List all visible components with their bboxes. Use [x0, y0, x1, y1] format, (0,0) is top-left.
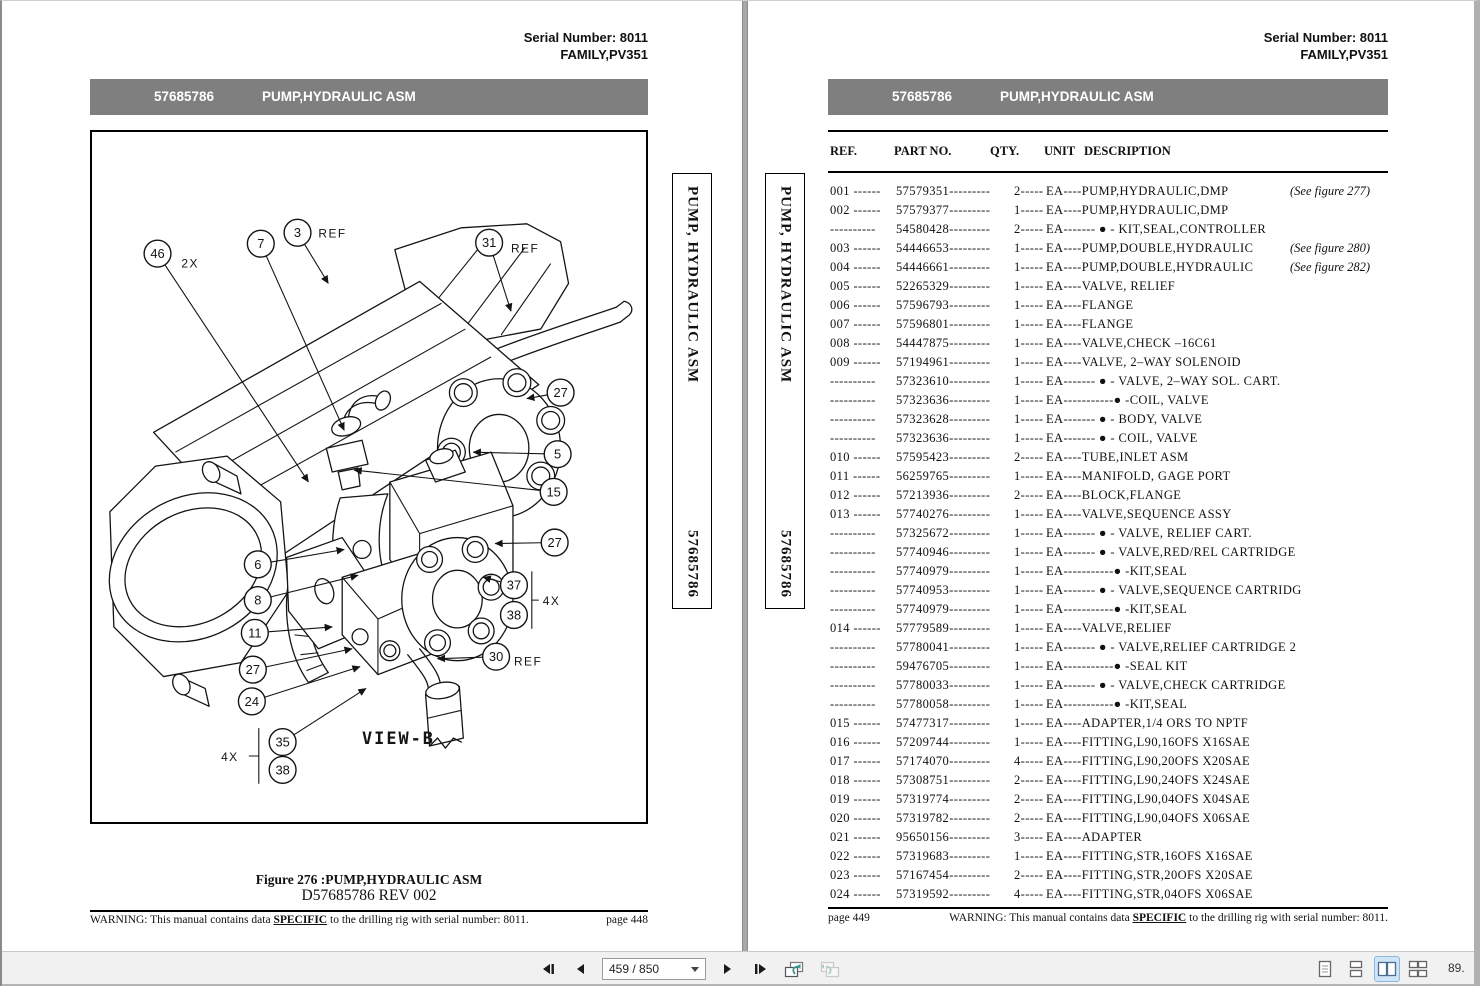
table-row [828, 221, 1388, 240]
document-pages [2, 1, 1474, 951]
cell-unit-description: EA----FLANGE [1046, 317, 1134, 331]
cell-part-no: 57174070--------- [896, 754, 991, 768]
table-row [828, 316, 1388, 335]
cell-ref: 002 ------ [830, 203, 881, 217]
single-page-layout-button[interactable] [1313, 957, 1337, 981]
cell-part-no: 57780058--------- [896, 697, 991, 711]
cell-ref: 001 ------ [830, 184, 881, 198]
bracket-label-left: 4X [221, 749, 239, 764]
cell-see-figure-note: (See figure 282) [1290, 260, 1371, 274]
cell-unit-description: EA------- ● - VALVE, 2–WAY SOL. CART. [1046, 374, 1281, 388]
cell-see-figure-note: (See figure 280) [1290, 241, 1371, 255]
column-header-part-no: PART NO. [894, 144, 952, 158]
cell-ref: ---------- [830, 640, 876, 654]
page-layout-group [1313, 957, 1430, 981]
view-label: VIEW-B [362, 728, 435, 749]
cell-unit-description: EA----FITTING,L90,16OFS X16SAE [1046, 735, 1250, 749]
next-page-button[interactable] [718, 958, 738, 980]
cell-ref: ---------- [830, 564, 876, 578]
table-row [828, 601, 1388, 620]
table-row [828, 772, 1388, 791]
cell-ref: 015 ------ [830, 716, 881, 730]
section-title: PUMP,HYDRAULIC ASM [262, 89, 416, 104]
cell-part-no: 57194961--------- [896, 355, 991, 369]
cell-qty: 1----- [1014, 279, 1044, 293]
cell-part-no: 56259765--------- [896, 469, 991, 483]
table-row [828, 582, 1388, 601]
cell-qty: 1----- [1014, 431, 1044, 445]
section-title-bar [90, 79, 648, 115]
column-header-ref: REF. [830, 144, 857, 158]
table-row [828, 259, 1388, 278]
cell-ref: 008 ------ [830, 336, 881, 350]
cell-part-no: 57595423--------- [896, 450, 991, 464]
table-row [828, 411, 1388, 430]
table-row [828, 354, 1388, 373]
cell-qty: 2----- [1014, 184, 1044, 198]
footer-page-number: page 449 [828, 912, 870, 924]
cell-part-no: 54580428--------- [896, 222, 991, 236]
cell-unit-description: EA----ADAPTER [1046, 830, 1143, 844]
viewer-toolbar [2, 951, 1474, 986]
cell-ref: 011 ------ [830, 469, 881, 483]
cell-part-no: 57740979--------- [896, 564, 991, 578]
cell-part-no: 57579351--------- [896, 184, 991, 198]
cell-qty: 1----- [1014, 393, 1044, 407]
first-page-button[interactable] [538, 958, 558, 980]
table-row [828, 563, 1388, 582]
cell-unit-description: EA----MANIFOLD, GAGE PORT [1046, 469, 1231, 483]
cell-qty: 1----- [1014, 336, 1044, 350]
cell-qty: 2----- [1014, 792, 1044, 806]
cell-unit-description: EA------- ● - VALVE,RED/REL CARTRIDGE [1046, 545, 1296, 559]
cell-part-no: 57319683--------- [896, 849, 991, 863]
previous-page-button[interactable] [570, 958, 590, 980]
figure-caption: Figure 276 :PUMP,HYDRAULIC ASM [255, 872, 483, 887]
cell-qty: 1----- [1014, 678, 1044, 692]
cell-unit-description: EA----FITTING,STR,04OFS X06SAE [1046, 887, 1253, 901]
cell-qty: 1----- [1014, 735, 1044, 749]
page-footer [90, 914, 648, 926]
callout-number: 24 [244, 693, 260, 709]
cell-unit-description: EA----FITTING,L90,04OFS X06SAE [1046, 811, 1250, 825]
cell-ref: ---------- [830, 678, 876, 692]
cell-unit-description: EA----VALVE, RELIEF [1046, 279, 1176, 293]
cell-qty: 1----- [1014, 203, 1044, 217]
section-title: PUMP,HYDRAULIC ASM [1000, 89, 1154, 104]
flange-cluster-lower [402, 537, 513, 661]
callout-suffix-label: 2X [181, 256, 199, 271]
cell-part-no: 57740979--------- [896, 602, 991, 616]
callout-number: 27 [245, 662, 261, 678]
cell-ref: 019 ------ [830, 792, 881, 806]
cell-ref: ---------- [830, 602, 876, 616]
section-title-bar [828, 79, 1388, 115]
serial-number-line: Serial Number: 8011 [1263, 30, 1388, 45]
footer-rule [90, 910, 648, 912]
cell-qty: 1----- [1014, 849, 1044, 863]
cell-unit-description: EA----VALVE,RELIEF [1046, 621, 1172, 635]
cell-ref: ---------- [830, 659, 876, 673]
cell-qty: 1----- [1014, 374, 1044, 388]
table-row [828, 658, 1388, 677]
continuous-layout-button[interactable] [1344, 957, 1368, 981]
cell-ref: 020 ------ [830, 811, 881, 825]
cell-part-no: 57209744--------- [896, 735, 991, 749]
cell-part-no: 57325672--------- [896, 526, 991, 540]
callout-leader-line [304, 244, 328, 283]
serial-number-line: Serial Number: 8011 [523, 30, 648, 45]
cell-part-no: 57596801--------- [896, 317, 991, 331]
cell-part-no: 57740946--------- [896, 545, 991, 559]
column-header-qty: QTY. [990, 144, 1020, 158]
footer-page-number: page 448 [606, 914, 648, 926]
cell-unit-description: EA----PUMP,DOUBLE,HYDRAULIC [1046, 241, 1254, 255]
table-row [828, 677, 1388, 696]
cell-part-no: 59476705--------- [896, 659, 991, 673]
chevron-down-icon [691, 967, 699, 972]
cell-part-no: 54446661--------- [896, 260, 991, 274]
cell-ref: ---------- [830, 545, 876, 559]
cell-unit-description: EA----PUMP,HYDRAULIC,DMP [1046, 203, 1229, 217]
callout-leader-line [495, 543, 541, 544]
table-row [828, 373, 1388, 392]
cell-qty: 1----- [1014, 469, 1044, 483]
table-row [828, 753, 1388, 772]
cell-ref: 007 ------ [830, 317, 881, 331]
callout-number: 15 [546, 484, 561, 500]
page-right [748, 1, 1474, 951]
table-row [828, 183, 1388, 202]
callout-number: 46 [150, 246, 165, 262]
cell-part-no: 57780041--------- [896, 640, 991, 654]
table-row [828, 715, 1388, 734]
cell-unit-description: EA------- ● - VALVE,RELIEF CARTRIDGE 2 [1046, 640, 1297, 654]
table-row [828, 525, 1388, 544]
cell-part-no: 57596793--------- [896, 298, 991, 312]
callout-number: 35 [275, 734, 290, 750]
figure-drawing-number: D57685786 REV 002 [301, 887, 437, 904]
cell-qty: 1----- [1014, 260, 1044, 274]
callout-number: 38 [506, 607, 522, 623]
callout-suffix-label: REF [510, 241, 540, 256]
table-row [828, 829, 1388, 848]
cell-part-no: 57323636--------- [896, 431, 991, 445]
cell-unit-description: EA-----------● -KIT,SEAL [1046, 602, 1188, 616]
side-tab-part-number: 57685786 [684, 530, 701, 598]
cell-qty: 1----- [1014, 317, 1044, 331]
table-row [828, 734, 1388, 753]
column-header-unit: UNIT [1044, 144, 1076, 158]
cell-ref: 021 ------ [830, 830, 881, 844]
cell-qty: 4----- [1014, 754, 1044, 768]
cell-unit-description: EA----FITTING,L90,20OFS X20SAE [1046, 754, 1250, 768]
cell-ref: 005 ------ [830, 279, 881, 293]
cell-ref: ---------- [830, 583, 876, 597]
cell-qty: 1----- [1014, 241, 1044, 255]
cell-part-no: 57308751--------- [896, 773, 991, 787]
cell-qty: 1----- [1014, 412, 1044, 426]
serial-header [90, 29, 648, 63]
cell-ref: ---------- [830, 374, 876, 388]
cell-part-no: 57319774--------- [896, 792, 991, 806]
cell-qty: 1----- [1014, 355, 1044, 369]
cell-qty: 1----- [1014, 716, 1044, 730]
cell-unit-description: EA----VALVE,SEQUENCE ASSY [1046, 507, 1232, 521]
cell-qty: 1----- [1014, 545, 1044, 559]
cell-ref: 003 ------ [830, 241, 881, 255]
cell-unit-description: EA----FLANGE [1046, 298, 1134, 312]
cell-unit-description: EA----TUBE,INLET ASM [1046, 450, 1189, 464]
cell-qty: 1----- [1014, 583, 1044, 597]
table-row [828, 449, 1388, 468]
table-row [828, 867, 1388, 886]
cell-part-no: 57319782--------- [896, 811, 991, 825]
cell-qty: 1----- [1014, 621, 1044, 635]
two-page-layout-button[interactable] [1375, 957, 1399, 981]
column-header-description: DESCRIPTION [1084, 144, 1171, 158]
cell-part-no: 54447875--------- [896, 336, 991, 350]
cell-ref: 004 ------ [830, 260, 881, 274]
cell-unit-description: EA----BLOCK,FLANGE [1046, 488, 1182, 502]
cell-qty: 1----- [1014, 640, 1044, 654]
callout-number: 38 [275, 762, 290, 778]
cell-unit-description: EA----FITTING,L90,24OFS X24SAE [1046, 773, 1250, 787]
cell-part-no: 57579377--------- [896, 203, 991, 217]
cell-ref: 018 ------ [830, 773, 881, 787]
table-row [828, 620, 1388, 639]
callout-number: 5 [554, 446, 562, 462]
cell-qty: 4----- [1014, 887, 1044, 901]
cell-part-no: 57167454--------- [896, 868, 991, 882]
table-row [828, 430, 1388, 449]
cell-qty: 2----- [1014, 773, 1044, 787]
footer-rule [828, 907, 1388, 909]
cell-unit-description: EA------- ● - VALVE,CHECK CARTRIDGE [1046, 678, 1286, 692]
cell-ref: ---------- [830, 222, 876, 236]
family-line: FAMILY,PV351 [560, 47, 648, 62]
front-flange [92, 456, 304, 706]
cell-part-no: 52265329--------- [896, 279, 991, 293]
page-left [2, 1, 742, 951]
table-top-rule [828, 130, 1388, 132]
cell-unit-description: EA-----------● -KIT,SEAL [1046, 697, 1188, 711]
cell-ref: 012 ------ [830, 488, 881, 502]
serial-header [828, 29, 1388, 63]
callout-number: 30 [488, 649, 504, 665]
table-header-rule [828, 171, 1388, 173]
page-number-combobox[interactable] [602, 958, 706, 980]
cell-part-no: 57323610--------- [896, 374, 991, 388]
cell-ref: ---------- [830, 431, 876, 445]
cell-ref: 006 ------ [830, 298, 881, 312]
cell-qty: 1----- [1014, 659, 1044, 673]
cell-qty: 2----- [1014, 488, 1044, 502]
table-row [828, 848, 1388, 867]
footer-warning-emphasis: SPECIFIC [1132, 912, 1187, 924]
footer-warning-emphasis: SPECIFIC [273, 914, 328, 926]
page-indicator: 459 / 850 [609, 962, 660, 976]
cell-qty: 1----- [1014, 507, 1044, 521]
table-row [828, 335, 1388, 354]
cell-part-no: 57323628--------- [896, 412, 991, 426]
callout-number: 6 [254, 556, 262, 572]
table-row [828, 240, 1388, 259]
cell-part-no: 57740276--------- [896, 507, 991, 521]
callout-number: 37 [506, 577, 522, 593]
callout-number: 31 [481, 235, 497, 251]
table-row [828, 639, 1388, 658]
cell-part-no: 57213936--------- [896, 488, 991, 502]
two-page-continuous-layout-button[interactable] [1406, 957, 1430, 981]
footer-warning: WARNING: This manual contains data SPECIFIC to the drilling rig with serial number: 8011. [949, 912, 1388, 924]
cell-qty: 3----- [1014, 830, 1044, 844]
callout-suffix-label: REF [513, 654, 543, 669]
cell-qty: 2----- [1014, 868, 1044, 882]
cell-unit-description: EA----VALVE, 2–WAY SOLENOID [1046, 355, 1241, 369]
cell-part-no: 57740953--------- [896, 583, 991, 597]
next-view-button[interactable] [818, 958, 842, 980]
cell-unit-description: EA------- ● - BODY, VALVE [1046, 412, 1203, 426]
footer-warning: WARNING: This manual contains data SPECIFIC to the drilling rig with serial number: 8011. [90, 914, 529, 926]
cell-unit-description: EA------- ● - KIT,SEAL,CONTROLLER [1046, 222, 1267, 236]
page-footer [828, 912, 1388, 924]
table-row [828, 468, 1388, 487]
cell-qty: 2----- [1014, 811, 1044, 825]
table-row [828, 278, 1388, 297]
parts-table-header [828, 144, 1388, 162]
pump-technical-drawing [92, 132, 646, 822]
cell-ref: 017 ------ [830, 754, 881, 768]
table-row [828, 544, 1388, 563]
cell-ref: 023 ------ [830, 868, 881, 882]
callout-leader-line [294, 688, 366, 734]
cell-ref: 009 ------ [830, 355, 881, 369]
cell-ref: 013 ------ [830, 507, 881, 521]
cell-ref: 010 ------ [830, 450, 881, 464]
cell-part-no: 54446653--------- [896, 241, 991, 255]
cell-ref: ---------- [830, 412, 876, 426]
cell-qty: 1----- [1014, 602, 1044, 616]
callout-suffix-label: REF [318, 226, 347, 241]
side-tab-left-page [672, 173, 712, 609]
side-tab-title: PUMP, HYDRAULIC ASM [684, 186, 701, 384]
last-page-button[interactable] [750, 958, 770, 980]
table-row [828, 297, 1388, 316]
side-tab-title: PUMP, HYDRAULIC ASM [777, 186, 794, 384]
table-row [828, 392, 1388, 411]
table-row [828, 886, 1388, 905]
cell-see-figure-note: (See figure 277) [1290, 184, 1371, 198]
callout-number: 27 [553, 385, 568, 401]
cell-ref: ---------- [830, 697, 876, 711]
table-row [828, 487, 1388, 506]
cell-unit-description: EA----ADAPTER,1/4 ORS TO NPTF [1046, 716, 1249, 730]
page-navigation-group [538, 957, 842, 981]
cell-qty: 1----- [1014, 298, 1044, 312]
callout-number: 11 [248, 625, 262, 641]
section-part-number: 57685786 [892, 89, 953, 104]
cell-part-no: 57779589--------- [896, 621, 991, 635]
section-part-number: 57685786 [154, 89, 215, 104]
cell-ref: ---------- [830, 526, 876, 540]
callout-number: 7 [257, 236, 265, 252]
cell-unit-description: EA-----------● -COIL, VALVE [1046, 393, 1209, 407]
cell-unit-description: EA------- ● - VALVE, RELIEF CART. [1046, 526, 1252, 540]
cell-unit-description: EA----FITTING,STR,16OFS X16SAE [1046, 849, 1253, 863]
cell-part-no: 57319592--------- [896, 887, 991, 901]
cell-qty: 1----- [1014, 526, 1044, 540]
side-tab-right-page [765, 173, 805, 609]
cell-qty: 2----- [1014, 222, 1044, 236]
callout-number: 3 [293, 225, 302, 241]
cell-qty: 1----- [1014, 697, 1044, 711]
cell-qty: 2----- [1014, 450, 1044, 464]
table-row [828, 506, 1388, 525]
zoom-level-text: 89. [1448, 961, 1465, 975]
cell-unit-description: EA----PUMP,DOUBLE,HYDRAULIC [1046, 260, 1254, 274]
cell-unit-description: EA------- ● - VALVE,SEQUENCE CARTRIDG [1046, 583, 1302, 597]
callout-number: 27 [547, 534, 562, 550]
cell-unit-description: EA-----------● -KIT,SEAL [1046, 564, 1188, 578]
table-row [828, 202, 1388, 221]
table-row [828, 696, 1388, 715]
side-tab-part-number: 57685786 [777, 530, 794, 598]
figure-box [90, 130, 648, 824]
cell-part-no: 57780033--------- [896, 678, 991, 692]
cell-ref: ---------- [830, 393, 876, 407]
cell-unit-description: EA----PUMP,HYDRAULIC,DMP [1046, 184, 1229, 198]
cell-unit-description: EA------- ● - COIL, VALVE [1046, 431, 1198, 445]
cell-part-no: 57323636--------- [896, 393, 991, 407]
table-row [828, 791, 1388, 810]
cell-unit-description: EA----FITTING,L90,04OFS X04SAE [1046, 792, 1250, 806]
bracket-label-right: 4X [542, 594, 561, 609]
cell-ref: 024 ------ [830, 887, 881, 901]
family-line: FAMILY,PV351 [1300, 47, 1388, 62]
parts-table-rows [828, 183, 1388, 905]
callout-number: 8 [254, 592, 262, 608]
cell-ref: 014 ------ [830, 621, 881, 635]
cell-unit-description: EA-----------● -SEAL KIT [1046, 659, 1188, 673]
cell-unit-description: EA----FITTING,STR,20OFS X20SAE [1046, 868, 1253, 882]
table-row [828, 810, 1388, 829]
previous-view-button[interactable] [782, 958, 806, 980]
cell-ref: 016 ------ [830, 735, 881, 749]
cell-qty: 1----- [1014, 564, 1044, 578]
cell-part-no: 57477317--------- [896, 716, 991, 730]
cell-part-no: 95650156--------- [896, 830, 991, 844]
cell-ref: 022 ------ [830, 849, 881, 863]
cell-unit-description: EA----VALVE,CHECK –16C61 [1046, 336, 1217, 350]
